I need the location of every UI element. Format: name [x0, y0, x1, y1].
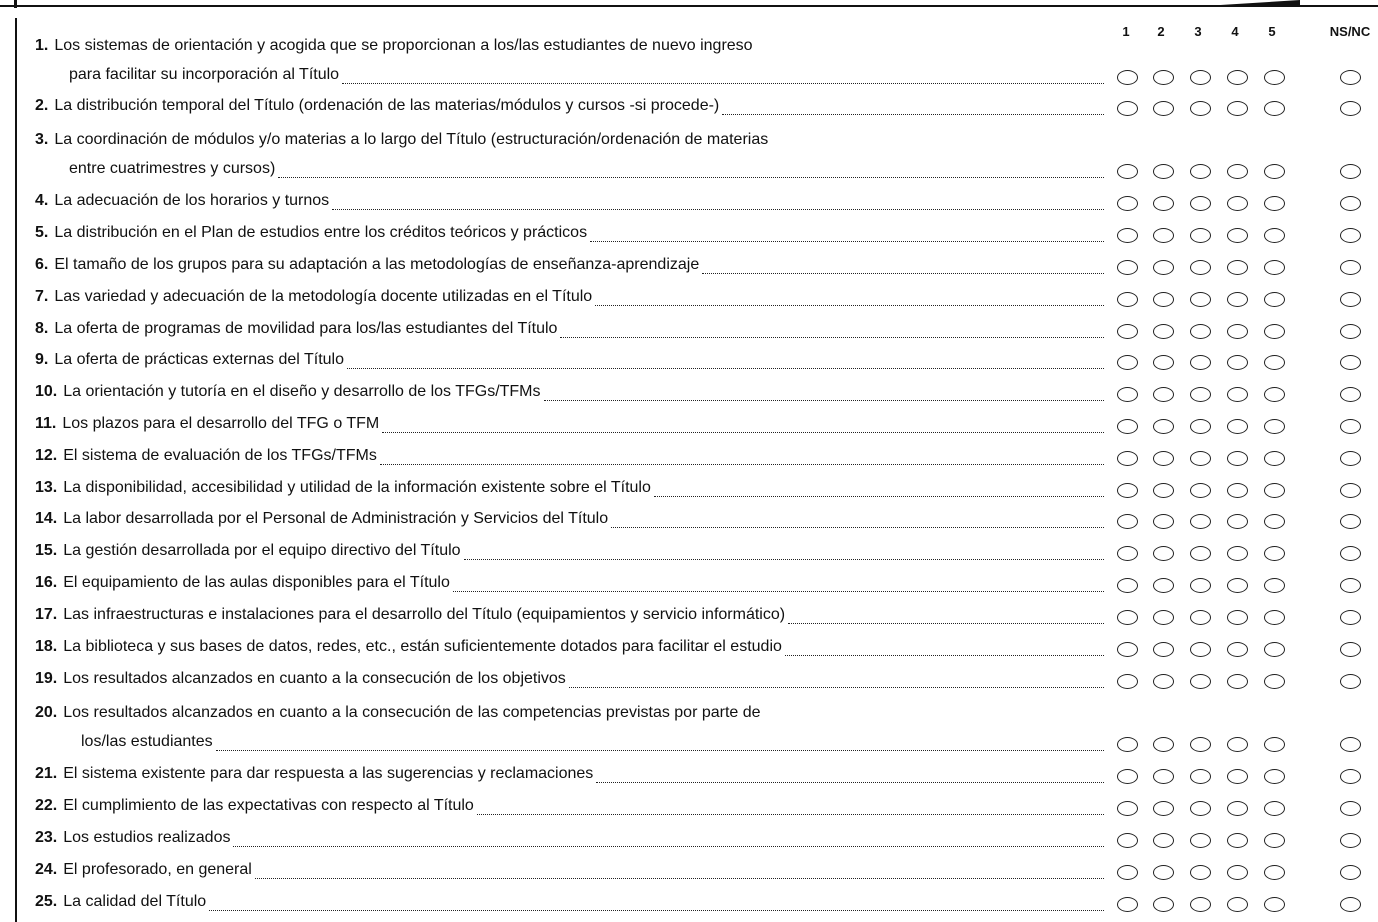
- rating-radio-4[interactable]: [1227, 164, 1248, 179]
- rating-radio-4[interactable]: [1227, 196, 1248, 211]
- rating-radio-5[interactable]: [1264, 419, 1285, 434]
- question-number: 23.: [35, 829, 58, 846]
- scale-header-3: 3: [1194, 24, 1202, 39]
- question-text: El sistema existente para dar respuesta a las sugerencias y reclamaciones: [63, 765, 594, 782]
- rating-radio-5[interactable]: [1264, 228, 1285, 243]
- rating-radio-4[interactable]: [1227, 769, 1248, 784]
- question-number: 13.: [35, 479, 58, 496]
- rating-radio-2[interactable]: [1153, 737, 1174, 752]
- rating-radio-4[interactable]: [1227, 578, 1248, 593]
- rating-radio-4[interactable]: [1227, 514, 1248, 529]
- ns-nc-radio[interactable]: [1340, 514, 1361, 529]
- rating-radio-1[interactable]: [1117, 164, 1138, 179]
- dotted-leader: [560, 337, 1104, 338]
- ns-nc-radio[interactable]: [1340, 228, 1361, 243]
- scale-header-4: 4: [1231, 24, 1239, 39]
- rating-radio-3[interactable]: [1190, 387, 1211, 402]
- dotted-leader: [590, 241, 1104, 242]
- question-text: El sistema de evaluación de los TFGs/TFMs: [63, 447, 377, 464]
- ns-nc-radio[interactable]: [1340, 833, 1361, 848]
- question-text: La biblioteca y sus bases de datos, redes, etc., están suficientemente dotados para facilitar el estudio: [63, 638, 782, 655]
- rating-radio-2[interactable]: [1153, 546, 1174, 561]
- rating-radio-5[interactable]: [1264, 196, 1285, 211]
- rating-radio-3[interactable]: [1190, 292, 1211, 307]
- question-line: [69, 160, 275, 178]
- rating-radio-3[interactable]: [1190, 801, 1211, 816]
- dotted-leader: [788, 623, 1104, 624]
- rating-radio-4[interactable]: [1227, 801, 1248, 816]
- question-number: 3.: [35, 131, 49, 148]
- rating-radio-3[interactable]: [1190, 897, 1211, 912]
- question-text: La adecuación de los horarios y turnos: [54, 192, 330, 209]
- question-line: [35, 447, 377, 465]
- ns-nc-radio[interactable]: [1340, 196, 1361, 211]
- scale-header-2: 2: [1157, 24, 1165, 39]
- rating-radio-3[interactable]: [1190, 769, 1211, 784]
- rating-radio-5[interactable]: [1264, 70, 1285, 85]
- question-line: [35, 256, 699, 274]
- question-text: Las variedad y adecuación de la metodología docente utilizadas en el Título: [54, 288, 593, 305]
- rating-radio-2[interactable]: [1153, 833, 1174, 848]
- ns-nc-radio[interactable]: [1340, 387, 1361, 402]
- question-line: [35, 510, 608, 528]
- rating-radio-2[interactable]: [1153, 292, 1174, 307]
- question-number: 12.: [35, 447, 58, 464]
- rating-radio-3[interactable]: [1190, 578, 1211, 593]
- question-text: El profesorado, en general: [63, 861, 252, 878]
- dotted-leader: [216, 750, 1104, 751]
- question-number: 1.: [35, 37, 49, 54]
- rating-radio-5[interactable]: [1264, 292, 1285, 307]
- question-text: para facilitar su incorporación al Título: [69, 66, 340, 83]
- question-text: La orientación y tutoría en el diseño y desarrollo de los TFGs/TFMs: [63, 383, 541, 400]
- rating-radio-4[interactable]: [1227, 324, 1248, 339]
- left-rule: [15, 18, 17, 922]
- rating-radio-3[interactable]: [1190, 865, 1211, 880]
- rating-radio-2[interactable]: [1153, 642, 1174, 657]
- question-number: 9.: [35, 351, 49, 368]
- question-number: 8.: [35, 320, 49, 337]
- question-line: [35, 606, 785, 624]
- question-text: La disponibilidad, accesibilidad y utilidad de la información existente sobre el Título: [63, 479, 651, 496]
- ns-nc-radio[interactable]: [1340, 801, 1361, 816]
- question-number: 4.: [35, 192, 49, 209]
- question-number: 24.: [35, 861, 58, 878]
- dotted-leader: [654, 496, 1104, 497]
- rating-radio-3[interactable]: [1190, 196, 1211, 211]
- rating-radio-2[interactable]: [1153, 164, 1174, 179]
- rating-radio-1[interactable]: [1117, 387, 1138, 402]
- rating-radio-5[interactable]: [1264, 769, 1285, 784]
- question-number: 21.: [35, 765, 58, 782]
- rating-radio-2[interactable]: [1153, 355, 1174, 370]
- question-number: 15.: [35, 542, 58, 559]
- rating-radio-1[interactable]: [1117, 865, 1138, 880]
- ns-nc-radio[interactable]: [1340, 642, 1361, 657]
- rating-radio-1[interactable]: [1117, 228, 1138, 243]
- rating-radio-3[interactable]: [1190, 674, 1211, 689]
- ns-nc-radio[interactable]: [1340, 865, 1361, 880]
- rating-radio-2[interactable]: [1153, 228, 1174, 243]
- question-number: 25.: [35, 893, 58, 910]
- rating-radio-5[interactable]: [1264, 101, 1285, 116]
- question-line: [35, 829, 230, 847]
- rating-radio-3[interactable]: [1190, 419, 1211, 434]
- question-line: [35, 638, 782, 656]
- dotted-leader: [278, 177, 1104, 178]
- rating-radio-3[interactable]: [1190, 610, 1211, 625]
- rating-radio-4[interactable]: [1227, 228, 1248, 243]
- rating-radio-5[interactable]: [1264, 164, 1285, 179]
- question-text: La labor desarrollada por el Personal de Administración y Servicios del Título: [63, 510, 609, 527]
- dotted-leader: [722, 114, 1104, 115]
- rating-radio-2[interactable]: [1153, 674, 1174, 689]
- ns-nc-radio[interactable]: [1340, 610, 1361, 625]
- rating-radio-1[interactable]: [1117, 196, 1138, 211]
- question-text: La oferta de prácticas externas del Título: [54, 351, 344, 368]
- rating-radio-1[interactable]: [1117, 419, 1138, 434]
- ns-nc-radio[interactable]: [1340, 483, 1361, 498]
- rating-radio-1[interactable]: [1117, 578, 1138, 593]
- question-number: 11.: [35, 415, 57, 432]
- question-number: 14.: [35, 510, 58, 527]
- rating-radio-1[interactable]: [1117, 514, 1138, 529]
- ns-nc-radio[interactable]: [1340, 355, 1361, 370]
- rating-radio-5[interactable]: [1264, 514, 1285, 529]
- question-line: [69, 66, 339, 84]
- rating-radio-5[interactable]: [1264, 833, 1285, 848]
- rating-radio-1[interactable]: [1117, 737, 1138, 752]
- rating-radio-5[interactable]: [1264, 324, 1285, 339]
- ns-nc-radio[interactable]: [1340, 578, 1361, 593]
- rating-radio-5[interactable]: [1264, 865, 1285, 880]
- rating-radio-1[interactable]: [1117, 897, 1138, 912]
- ns-nc-radio[interactable]: [1340, 897, 1361, 912]
- question-text: los/las estudiantes: [81, 733, 213, 750]
- rating-radio-1[interactable]: [1117, 769, 1138, 784]
- rating-radio-2[interactable]: [1153, 260, 1174, 275]
- question-number: 5.: [35, 224, 49, 241]
- question-line: [35, 97, 719, 115]
- question-line: [35, 131, 768, 149]
- rating-radio-1[interactable]: [1117, 451, 1138, 466]
- question-number: 7.: [35, 288, 49, 305]
- rating-radio-1[interactable]: [1117, 674, 1138, 689]
- rating-radio-1[interactable]: [1117, 642, 1138, 657]
- ns-nc-radio[interactable]: [1340, 451, 1361, 466]
- rating-radio-3[interactable]: [1190, 70, 1211, 85]
- dotted-leader: [544, 400, 1104, 401]
- question-line: [35, 224, 587, 242]
- question-text: Los estudios realizados: [63, 829, 231, 846]
- rating-radio-2[interactable]: [1153, 897, 1174, 912]
- ns-nc-radio[interactable]: [1340, 324, 1361, 339]
- dotted-leader: [569, 687, 1104, 688]
- rating-radio-4[interactable]: [1227, 70, 1248, 85]
- ns-nc-radio[interactable]: [1340, 101, 1361, 116]
- dotted-leader: [332, 209, 1104, 210]
- dotted-leader: [209, 910, 1104, 911]
- rating-radio-4[interactable]: [1227, 674, 1248, 689]
- top-rule-accent: [1188, 0, 1300, 7]
- rating-radio-5[interactable]: [1264, 483, 1285, 498]
- scale-header-1: 1: [1122, 24, 1130, 39]
- rating-radio-3[interactable]: [1190, 833, 1211, 848]
- question-number: 22.: [35, 797, 58, 814]
- question-number: 20.: [35, 704, 58, 721]
- ns-nc-radio[interactable]: [1340, 164, 1361, 179]
- rating-radio-3[interactable]: [1190, 546, 1211, 561]
- question-number: 18.: [35, 638, 58, 655]
- question-text: Las infraestructuras e instalaciones para el desarrollo del Título (equipamientos y servicio informático): [63, 606, 786, 623]
- ns-nc-radio[interactable]: [1340, 546, 1361, 561]
- question-line: [35, 574, 450, 592]
- question-line: [81, 733, 213, 751]
- question-line: [35, 351, 344, 369]
- question-text: La coordinación de módulos y/o materias a lo largo del Título (estructuración/ordenación de materias: [54, 131, 769, 148]
- rating-radio-4[interactable]: [1227, 101, 1248, 116]
- question-line: [35, 479, 651, 497]
- rating-radio-4[interactable]: [1227, 865, 1248, 880]
- question-line: [35, 320, 557, 338]
- rating-radio-5[interactable]: [1264, 546, 1285, 561]
- rating-radio-2[interactable]: [1153, 196, 1174, 211]
- rating-radio-2[interactable]: [1153, 483, 1174, 498]
- rating-radio-4[interactable]: [1227, 260, 1248, 275]
- question-line: [35, 704, 761, 722]
- rating-radio-1[interactable]: [1117, 833, 1138, 848]
- rating-radio-2[interactable]: [1153, 865, 1174, 880]
- rating-radio-1[interactable]: [1117, 801, 1138, 816]
- rating-radio-1[interactable]: [1117, 546, 1138, 561]
- rating-radio-3[interactable]: [1190, 451, 1211, 466]
- ns-nc-radio[interactable]: [1340, 769, 1361, 784]
- rating-radio-5[interactable]: [1264, 451, 1285, 466]
- question-text: La calidad del Título: [63, 893, 207, 910]
- dotted-leader: [702, 273, 1104, 274]
- question-line: [35, 415, 379, 433]
- rating-radio-2[interactable]: [1153, 610, 1174, 625]
- ns-nc-header: NS/NC: [1329, 24, 1371, 39]
- rating-radio-5[interactable]: [1264, 578, 1285, 593]
- rating-radio-3[interactable]: [1190, 642, 1211, 657]
- question-line: [35, 383, 541, 401]
- dotted-leader: [477, 814, 1104, 815]
- rating-radio-2[interactable]: [1153, 578, 1174, 593]
- question-line: [35, 861, 252, 879]
- question-text: La distribución temporal del Título (ordenación de las materias/módulos y cursos -si procede-): [54, 97, 720, 114]
- rating-radio-3[interactable]: [1190, 260, 1211, 275]
- dotted-leader: [382, 432, 1104, 433]
- question-number: 6.: [35, 256, 49, 273]
- rating-radio-5[interactable]: [1264, 897, 1285, 912]
- ns-nc-radio[interactable]: [1340, 419, 1361, 434]
- rating-radio-2[interactable]: [1153, 419, 1174, 434]
- rating-radio-5[interactable]: [1264, 387, 1285, 402]
- rating-radio-3[interactable]: [1190, 737, 1211, 752]
- question-text: Los resultados alcanzados en cuanto a la consecución de las competencias previstas por parte de: [63, 704, 761, 721]
- question-number: 10.: [35, 383, 58, 400]
- question-number: 17.: [35, 606, 58, 623]
- rating-radio-4[interactable]: [1227, 546, 1248, 561]
- rating-radio-4[interactable]: [1227, 897, 1248, 912]
- rating-radio-2[interactable]: [1153, 801, 1174, 816]
- ns-nc-radio[interactable]: [1340, 292, 1361, 307]
- rating-radio-2[interactable]: [1153, 514, 1174, 529]
- question-text: El tamaño de los grupos para su adaptación a las metodologías de enseñanza-aprendizaje: [54, 256, 700, 273]
- ns-nc-radio[interactable]: [1340, 737, 1361, 752]
- rating-radio-4[interactable]: [1227, 387, 1248, 402]
- rating-radio-3[interactable]: [1190, 324, 1211, 339]
- rating-radio-3[interactable]: [1190, 483, 1211, 498]
- question-line: [35, 192, 329, 210]
- question-text: La distribución en el Plan de estudios entre los créditos teóricos y prácticos: [54, 224, 588, 241]
- rating-radio-5[interactable]: [1264, 674, 1285, 689]
- rating-radio-3[interactable]: [1190, 164, 1211, 179]
- question-number: 2.: [35, 97, 49, 114]
- rating-radio-1[interactable]: [1117, 292, 1138, 307]
- question-line: [35, 670, 566, 688]
- rating-radio-4[interactable]: [1227, 355, 1248, 370]
- rating-radio-1[interactable]: [1117, 355, 1138, 370]
- dotted-leader: [233, 846, 1104, 847]
- dotted-leader: [380, 464, 1104, 465]
- question-text: La oferta de programas de movilidad para los/las estudiantes del Título: [54, 320, 558, 337]
- dotted-leader: [342, 83, 1104, 84]
- question-text: Los plazos para el desarrollo del TFG o TFM: [62, 415, 380, 432]
- question-text: La gestión desarrollada por el equipo directivo del Título: [63, 542, 461, 559]
- rating-radio-1[interactable]: [1117, 324, 1138, 339]
- dotted-leader: [453, 591, 1104, 592]
- question-line: [35, 765, 593, 783]
- ns-nc-radio[interactable]: [1340, 674, 1361, 689]
- rating-radio-4[interactable]: [1227, 292, 1248, 307]
- rating-radio-5[interactable]: [1264, 610, 1285, 625]
- rating-radio-1[interactable]: [1117, 260, 1138, 275]
- rating-radio-2[interactable]: [1153, 101, 1174, 116]
- rating-radio-1[interactable]: [1117, 70, 1138, 85]
- ns-nc-radio[interactable]: [1340, 260, 1361, 275]
- rating-radio-5[interactable]: [1264, 642, 1285, 657]
- rating-radio-5[interactable]: [1264, 355, 1285, 370]
- question-line: [35, 288, 592, 306]
- dotted-leader: [464, 559, 1104, 560]
- rating-radio-5[interactable]: [1264, 260, 1285, 275]
- rating-radio-2[interactable]: [1153, 769, 1174, 784]
- rating-radio-4[interactable]: [1227, 737, 1248, 752]
- dotted-leader: [595, 305, 1104, 306]
- rating-radio-1[interactable]: [1117, 610, 1138, 625]
- ns-nc-radio[interactable]: [1340, 70, 1361, 85]
- dotted-leader: [785, 655, 1104, 656]
- question-number: 19.: [35, 670, 58, 687]
- question-number: 16.: [35, 574, 58, 591]
- question-text: El equipamiento de las aulas disponibles para el Título: [63, 574, 450, 591]
- question-line: [35, 893, 206, 911]
- rating-radio-3[interactable]: [1190, 101, 1211, 116]
- top-rule: [0, 5, 1378, 7]
- dotted-leader: [611, 527, 1104, 528]
- question-text: Los resultados alcanzados en cuanto a la consecución de los objetivos: [63, 670, 566, 687]
- question-line: [35, 797, 474, 815]
- rating-radio-3[interactable]: [1190, 228, 1211, 243]
- rating-radio-5[interactable]: [1264, 801, 1285, 816]
- rating-radio-4[interactable]: [1227, 451, 1248, 466]
- rating-radio-1[interactable]: [1117, 483, 1138, 498]
- rating-radio-4[interactable]: [1227, 610, 1248, 625]
- question-text: entre cuatrimestres y cursos): [69, 160, 276, 177]
- rating-radio-3[interactable]: [1190, 355, 1211, 370]
- dotted-leader: [596, 782, 1104, 783]
- rating-radio-4[interactable]: [1227, 419, 1248, 434]
- rating-radio-2[interactable]: [1153, 451, 1174, 466]
- rating-radio-2[interactable]: [1153, 324, 1174, 339]
- rating-radio-4[interactable]: [1227, 483, 1248, 498]
- dotted-leader: [255, 878, 1104, 879]
- dotted-leader: [347, 368, 1104, 369]
- rating-radio-5[interactable]: [1264, 737, 1285, 752]
- rating-radio-2[interactable]: [1153, 387, 1174, 402]
- rating-radio-1[interactable]: [1117, 101, 1138, 116]
- question-line: [35, 37, 753, 55]
- rating-radio-2[interactable]: [1153, 70, 1174, 85]
- scale-header-5: 5: [1268, 24, 1276, 39]
- question-line: [35, 542, 461, 560]
- rating-radio-4[interactable]: [1227, 642, 1248, 657]
- rating-radio-3[interactable]: [1190, 514, 1211, 529]
- question-text: El cumplimiento de las expectativas con respecto al Título: [63, 797, 474, 814]
- rating-radio-4[interactable]: [1227, 833, 1248, 848]
- question-text: Los sistemas de orientación y acogida que se proporcionan a los/las estudiantes de nuevo ingreso: [54, 37, 753, 54]
